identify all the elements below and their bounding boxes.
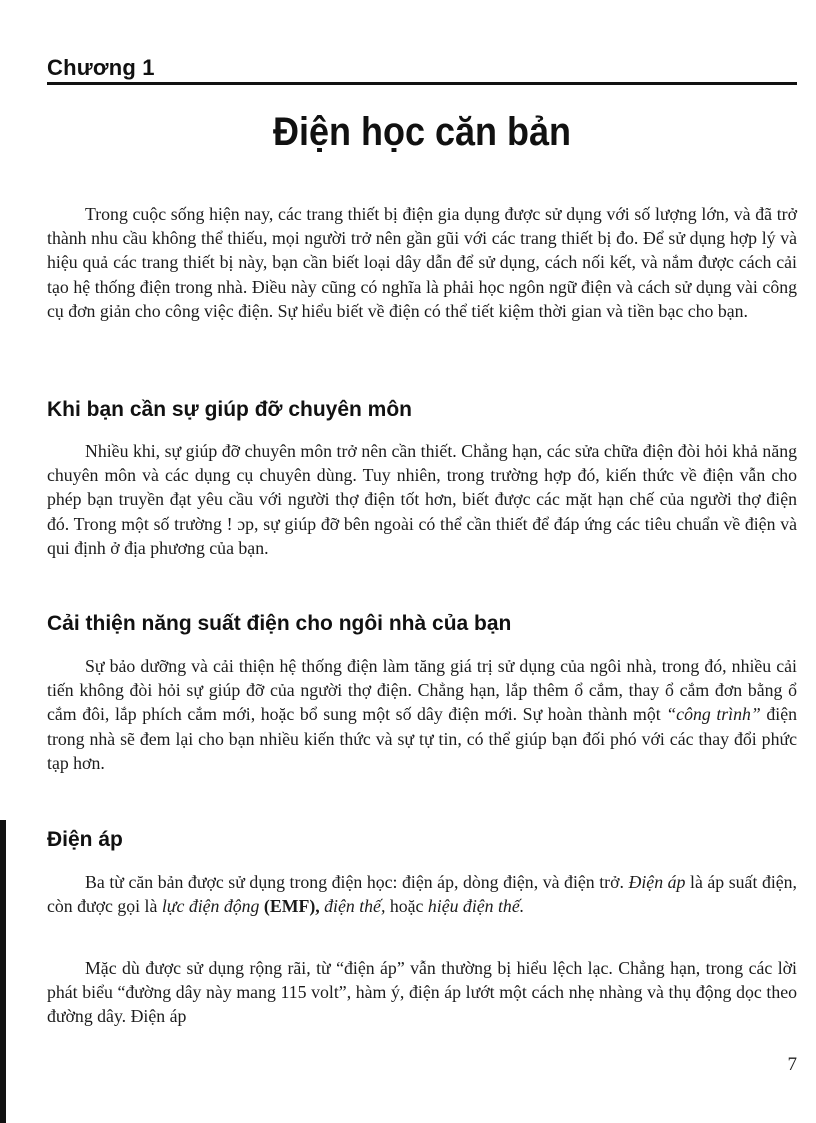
section-heading-improve-efficiency: Cải thiện năng suất điện cho ngôi nhà của bạn [47, 612, 512, 635]
term-emf: lực điện động [161, 896, 260, 917]
improve-text-b: điện trong nhà sẽ đem lại cho bạn nhiều kiến thức và sự tự tin, có thể giúp bạn đối phó với các thay đổi phức tạp hơn. [47, 704, 798, 773]
improve-text-a: Sự bảo dưỡng và cải thiện hệ thống điện làm tăng giá trị sử dụng của ngôi nhà, trong đó, nhiều cải tiến không đòi hỏi sự giúp đỡ của người thợ điện. Chẳng hạn, lắp thêm ổ cắm, thay ổ cắm đơn bằng ổ cắm đôi, lắp phích cắm mới, hoặc bổ sung một số dây điện mới. Sự hoàn thành một [47, 656, 797, 725]
professional-help-text: Nhiều khi, sự giúp đỡ chuyên môn trở nên cần thiết. Chẳng hạn, các sửa chữa điện đòi hỏi khả năng chuyên môn và các dụng cụ chuyên dùng. Tuy nhiên, trong trường hợp đó, kiến thức về điện vẫn cho phép bạn truyền đạt yêu cầu với người thợ điện tốt hơn, biết được các mặt hạn chế của người thợ điện đó. Trong một số trường ! ɔp, sự giúp đỡ bên ngoài có thể cần thiết để đáp ứng các tiêu chuẩn về điện và qui định ở địa phương của bạn. [47, 441, 797, 558]
voltage-paragraph-1 [47, 870, 797, 918]
book-page [47, 0, 797, 1123]
voltage-text-2: Mặc dù được sử dụng rộng rãi, từ “điện áp” vẫn thường bị hiểu lệch lạc. Chẳng hạn, trong các lời phát biểu “đường dây này mang 115 volt”, hàm ý, điện áp lướt một cách nhẹ nhàng và thụ động dọc theo đường dây. Điện áp [47, 958, 797, 1027]
voltage-text-1 [47, 870, 797, 918]
voltage-text-1c: hoặc [389, 896, 424, 917]
chapter-label: Chương 1 [47, 55, 155, 80]
voltage-text-1b: là áp suất điện, còn được gọi là [47, 872, 798, 917]
voltage-paragraph-2 [47, 956, 797, 1029]
term-emf-abbr: (EMF), [263, 896, 320, 917]
intro-text: Trong cuộc sống hiện nay, các trang thiết bị điện gia dụng được sử dụng với số lượng lớn, và đã trở thành nhu cầu không thể thiếu, mọi người trở nên gần gũi với các trang thiết bị đo. Để sử dụng hợp lý và hiệu quả các trang thiết bị này, bạn cần biết loại dây dẫn để sử dụng, cách nối kết, và nắm được cách cải tạo hệ thống điện trong nhà. Điều này cũng có nghĩa là phải học ngôn ngữ điện và cách sử dụng vài công cụ đơn giản cho công việc điện. Sự hiểu biết về điện có thể tiết kiệm thời gian và tiền bạc cho bạn. [47, 204, 797, 321]
section-heading-professional-help: Khi bạn cần sự giúp đỡ chuyên môn [47, 398, 412, 421]
improve-efficiency-text [47, 654, 797, 775]
improve-italic-term: “công trình” [666, 704, 761, 725]
chapter-rule [47, 82, 797, 85]
term-potential-difference: hiệu điện thế. [427, 896, 525, 917]
term-potential: điện thế, [324, 896, 386, 917]
intro-paragraph [47, 202, 797, 323]
professional-help-paragraph [47, 439, 797, 560]
term-voltage: Điện áp [628, 872, 686, 892]
page-number: 7 [787, 1054, 797, 1075]
improve-efficiency-paragraph [47, 654, 797, 775]
scan-edge-shadow [0, 820, 6, 1123]
voltage-text-1a: Ba từ căn bản được sử dụng trong điện học: điện áp, dòng điện, và điện trở. [85, 872, 624, 892]
section-heading-voltage: Điện áp [47, 828, 123, 851]
chapter-title: Điện học căn bản [272, 110, 572, 154]
